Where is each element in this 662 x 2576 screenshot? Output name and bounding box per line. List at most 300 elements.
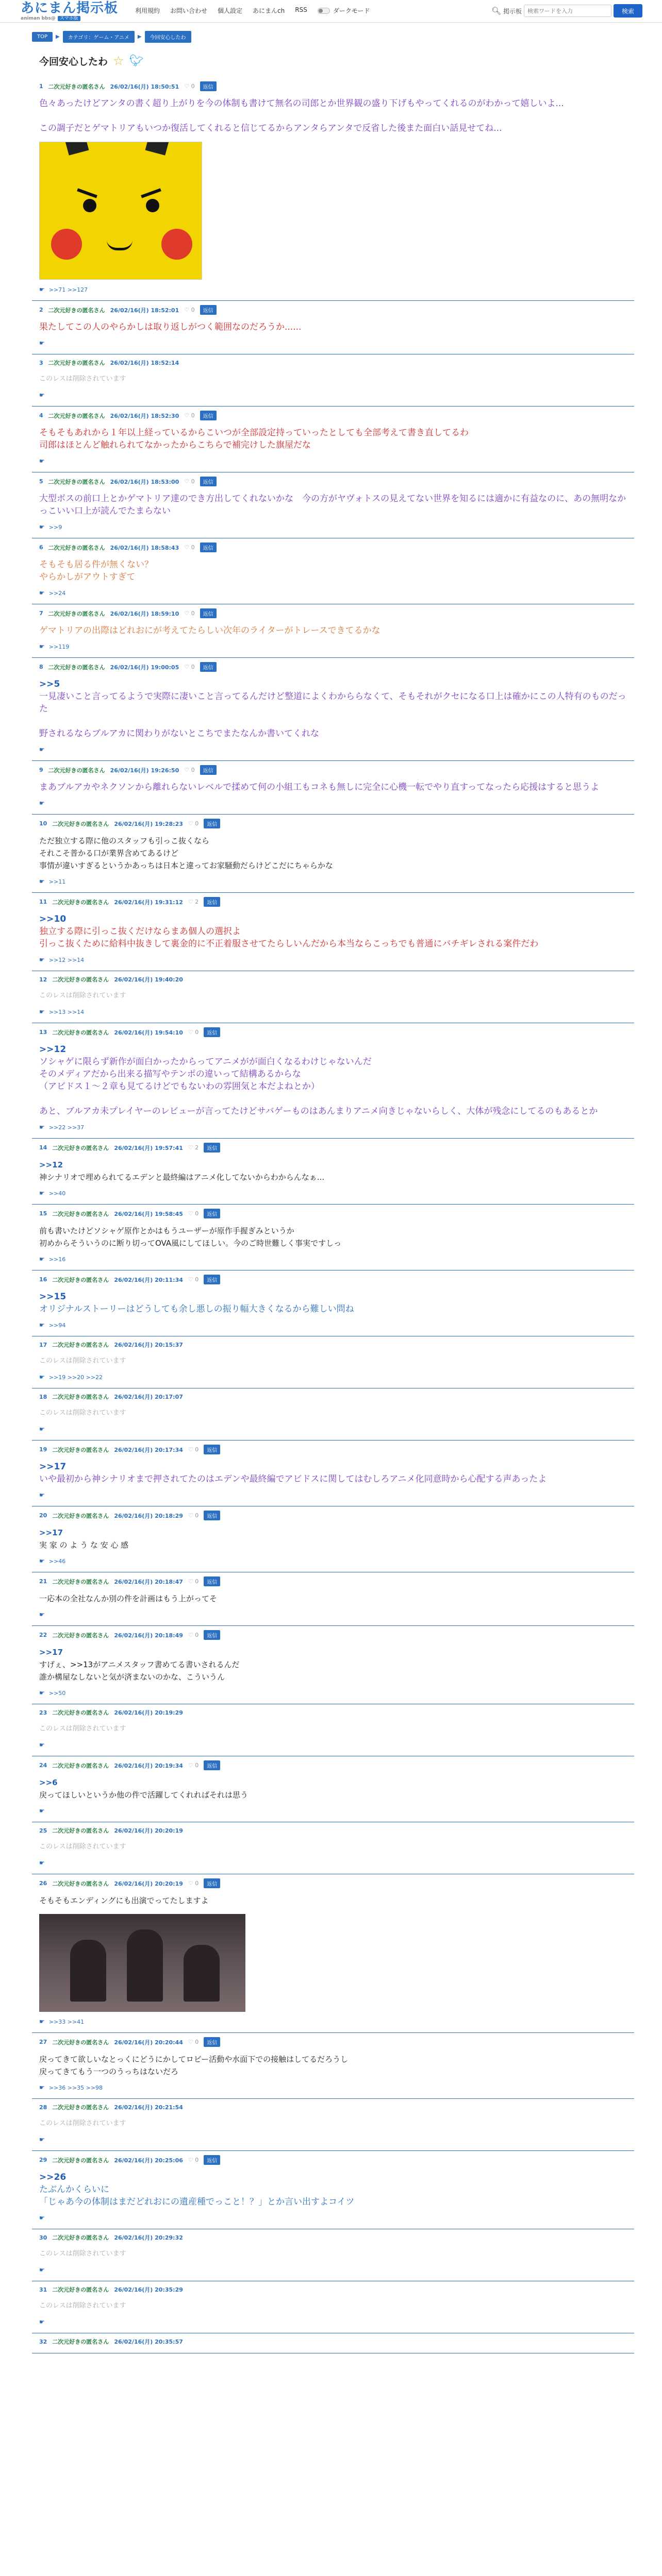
reply-button[interactable]: 返信: [204, 1630, 220, 1640]
like-button[interactable]: ♡ 0: [188, 2157, 199, 2163]
like-button[interactable]: ♡ 0: [184, 412, 195, 419]
post-number[interactable]: 20: [39, 1512, 47, 1519]
post-body: [39, 624, 627, 637]
post-text: このレスは削除されています: [39, 1843, 126, 1851]
post-footer: [39, 1374, 627, 1381]
poster-name: 二次元好きの匿名さん: [52, 976, 109, 983]
post-date: 26/02/16(月) 20:18:47: [114, 1578, 183, 1585]
poster-name: 二次元好きの匿名さん: [52, 1762, 109, 1769]
reply-button[interactable]: 返信: [204, 2037, 220, 2047]
reply-hand-icon[interactable]: ☛: [39, 2266, 45, 2274]
reply-button[interactable]: 返信: [200, 305, 217, 315]
post-date: 26/02/16(月) 20:19:34: [114, 1762, 183, 1769]
like-button[interactable]: ♡ 2: [188, 1144, 199, 1151]
post-footer: [39, 956, 627, 963]
like-button[interactable]: ♡ 0: [188, 1446, 199, 1453]
reply-hand-icon[interactable]: ☛: [39, 286, 45, 293]
reply-anchor-link[interactable]: >>26: [39, 2172, 67, 2182]
search-button[interactable]: 検索: [614, 4, 642, 18]
like-button[interactable]: ♡ 0: [188, 1762, 199, 1769]
post-number[interactable]: 17: [39, 1341, 47, 1348]
reply-hand-icon[interactable]: ☛: [39, 1859, 45, 1867]
like-button[interactable]: ♡ 0: [188, 1880, 199, 1887]
dark-mode-toggle[interactable]: [318, 6, 370, 15]
reply-links[interactable]: >>12 >>14: [48, 956, 85, 963]
poster-name: 二次元好きの匿名さん: [52, 1394, 109, 1400]
reply-button[interactable]: 返信: [200, 662, 217, 672]
post-date: 26/02/16(月) 20:20:19: [114, 1880, 183, 1887]
post: [32, 1270, 634, 1336]
post-header: [39, 1027, 627, 1037]
reply-anchor-link[interactable]: >>12: [39, 1044, 67, 1055]
post-footer: [39, 800, 627, 807]
post: [32, 1572, 634, 1626]
post: [32, 406, 634, 472]
nav-terms[interactable]: 利用規約: [135, 7, 160, 14]
like-button[interactable]: ♡ 0: [184, 478, 195, 485]
post-date: 26/02/16(月) 19:58:45: [114, 1210, 183, 1217]
post-text: このレスは削除されています: [39, 375, 126, 383]
post-footer: [39, 2214, 627, 2222]
post-header: [39, 81, 627, 91]
post-footer: [39, 1256, 627, 1263]
reply-hand-icon[interactable]: ☛: [39, 1689, 45, 1697]
post-header: [39, 1826, 627, 1835]
post-footer: [39, 1124, 627, 1131]
post-body: [39, 1894, 627, 1907]
post-number[interactable]: 16: [39, 1276, 47, 1283]
like-button[interactable]: ♡ 0: [188, 1276, 199, 1283]
like-count: 0: [195, 2157, 199, 2163]
post-number[interactable]: 15: [39, 1210, 47, 1217]
post: [32, 1822, 634, 1874]
post-body: [39, 373, 627, 385]
reply-hand-icon[interactable]: ☛: [39, 1611, 45, 1618]
post: [32, 893, 634, 971]
post: [32, 354, 634, 406]
post-header: [39, 1393, 627, 1401]
search-icon: 🔍︎: [491, 6, 501, 15]
reply-anchor-link[interactable]: >>17: [39, 1528, 63, 1537]
reply-links[interactable]: >>19 >>20 >>22: [48, 1374, 103, 1381]
reply-hand-icon[interactable]: ☛: [39, 1008, 45, 1015]
reply-button[interactable]: 返信: [200, 543, 217, 552]
reply-button[interactable]: 返信: [200, 411, 217, 420]
post-footer: [39, 392, 627, 399]
post: [32, 1506, 634, 1572]
post-number[interactable]: 7: [39, 610, 43, 617]
post-number[interactable]: 14: [39, 1144, 47, 1151]
post-number[interactable]: 31: [39, 2286, 47, 2293]
reply-links[interactable]: >>40: [48, 1190, 66, 1197]
post-number[interactable]: 32: [39, 2338, 47, 2345]
reply-button[interactable]: 返信: [204, 1027, 220, 1037]
reply-hand-icon[interactable]: ☛: [39, 1256, 45, 1263]
reply-hand-icon[interactable]: ☛: [39, 1321, 45, 1329]
like-count: 0: [195, 1029, 199, 1036]
post-header: [39, 1511, 627, 1520]
post-footer: [39, 1611, 627, 1618]
post: [32, 815, 634, 893]
like-button[interactable]: ♡ 0: [184, 83, 195, 90]
post-header: [39, 1630, 627, 1640]
like-count: 0: [191, 412, 195, 419]
breadcrumb-thread[interactable]: 今回安心したわ: [145, 31, 191, 43]
post-date: 26/02/16(月) 18:52:30: [110, 412, 179, 419]
post-header: [39, 975, 627, 984]
post-date: 26/02/16(月) 20:35:57: [114, 2338, 183, 2345]
post: [32, 2033, 634, 2099]
chevron-right-icon: ▶: [56, 34, 60, 40]
site-logo[interactable]: [21, 1, 124, 21]
poster-name: 二次元好きの匿名さん: [52, 1029, 109, 1036]
post-header: [39, 2037, 627, 2047]
reply-button[interactable]: 返信: [204, 1577, 220, 1586]
post-number[interactable]: 30: [39, 2234, 47, 2241]
breadcrumb-category[interactable]: カテゴリ：ゲーム・アニメ: [63, 31, 135, 43]
poster-name: 二次元好きの匿名さん: [52, 1276, 109, 1283]
reply-hand-icon[interactable]: ☛: [39, 1557, 45, 1565]
post-header: [39, 1341, 627, 1349]
post-date: 26/02/16(月) 20:21:54: [114, 2104, 183, 2111]
reply-links[interactable]: >>16: [48, 1256, 66, 1263]
dark-mode-label: ダークモード: [333, 7, 370, 14]
post-number[interactable]: 24: [39, 1762, 47, 1769]
post-date: 26/02/16(月) 19:26:50: [110, 767, 179, 774]
post-number[interactable]: 27: [39, 2039, 47, 2045]
post-footer: [39, 2136, 627, 2143]
like-count: 0: [191, 664, 195, 670]
like-button[interactable]: ♡ 0: [184, 544, 195, 551]
like-button[interactable]: ♡ 0: [188, 1029, 199, 1036]
reply-hand-icon[interactable]: ☛: [39, 2318, 45, 2326]
poster-name: 二次元好きの匿名さん: [52, 1632, 109, 1639]
post-footer: [39, 2318, 627, 2326]
post-text: 一見凄いこと言ってるようで実際に凄いこと言ってるんだけど整道によくわかららなくて、そもそれがクセになる口上は確かにこの人特有のものだった 野されるならブルアカに関わりがないとこちでまたなんか書いてくれな: [39, 691, 626, 739]
post-number[interactable]: 13: [39, 1029, 47, 1036]
favorite-star-icon[interactable]: ☆: [113, 54, 124, 68]
reply-button[interactable]: 返信: [200, 477, 217, 486]
post-footer: [39, 2084, 627, 2091]
reply-hand-icon[interactable]: ☛: [39, 2136, 45, 2143]
post-number[interactable]: 1: [39, 83, 43, 90]
reply-button[interactable]: 返信: [200, 608, 217, 618]
post-body: [39, 2248, 627, 2260]
post: [32, 1704, 634, 1756]
like-button[interactable]: ♡ 0: [188, 2039, 199, 2045]
post-date: 26/02/16(月) 20:17:07: [114, 1394, 183, 1400]
post-text: 大型ボスの前口上とかゲマトリア達のでき方出してくれないかな 今の方がヤヴォトスの見えてない世界を知るには適かに有益なのに、あの無明なかっこいい口上が読んでたまらない: [39, 494, 626, 516]
post-header: [39, 2285, 627, 2294]
breadcrumb-top[interactable]: TOP: [32, 32, 53, 42]
reply-button[interactable]: 返信: [200, 81, 217, 91]
reply-hand-icon[interactable]: ☛: [39, 523, 45, 531]
like-count: 0: [191, 478, 195, 485]
reply-hand-icon[interactable]: ☛: [39, 340, 45, 347]
post-footer: [39, 1689, 627, 1697]
post-text: 戻ってほしいというか他の件で活躍してくれればそれは思う: [39, 1790, 249, 1800]
post-number[interactable]: 10: [39, 820, 47, 827]
post-footer: [39, 643, 627, 650]
post-footer: [39, 1321, 627, 1329]
reply-hand-icon[interactable]: ☛: [39, 800, 45, 807]
reply-hand-icon[interactable]: ☛: [39, 1190, 45, 1197]
poster-name: 二次元好きの匿名さん: [52, 2338, 109, 2345]
reply-anchor-link[interactable]: >>10: [39, 914, 67, 924]
post-image-thumbnail[interactable]: [39, 142, 202, 280]
post-date: 26/02/16(月) 19:40:20: [114, 976, 183, 983]
reply-links[interactable]: >>119: [48, 643, 70, 650]
like-button[interactable]: ♡ 0: [188, 1512, 199, 1519]
post-text: このレスは削除されています: [39, 1409, 126, 1417]
search-scope-label[interactable]: 掲示板: [503, 7, 522, 15]
poster-name: 二次元好きの匿名さん: [52, 1446, 109, 1453]
post-footer: [39, 1557, 627, 1565]
post-header: [39, 1445, 627, 1454]
reply-button[interactable]: 返信: [200, 765, 217, 775]
logo-text[interactable]: あにまん掲示板: [21, 1, 119, 16]
nav-rss[interactable]: RSS: [295, 6, 307, 13]
nav-animanch[interactable]: あにまんch: [253, 7, 285, 14]
post-image-thumbnail[interactable]: [39, 1914, 245, 2012]
reply-hand-icon[interactable]: ☛: [39, 956, 45, 963]
post: [32, 2281, 634, 2333]
poster-name: 二次元好きの匿名さん: [52, 2234, 109, 2241]
poster-name: 二次元好きの匿名さん: [52, 1210, 109, 1217]
reply-hand-icon[interactable]: ☛: [39, 1426, 45, 1433]
post-text: このレスは削除されています: [39, 2250, 126, 2258]
reply-anchor-link[interactable]: >>15: [39, 1292, 67, 1302]
reply-button[interactable]: 返信: [204, 819, 220, 828]
reply-button[interactable]: 返信: [204, 1209, 220, 1218]
post-number[interactable]: 6: [39, 544, 43, 551]
like-button[interactable]: ♡ 0: [188, 1578, 199, 1585]
reply-links[interactable]: >>9: [48, 523, 62, 531]
header-bar: [0, 0, 662, 23]
post-body: [39, 1841, 627, 1853]
post-date: 26/02/16(月) 20:15:37: [114, 1342, 183, 1348]
post-text: このレスは削除されています: [39, 2120, 126, 2127]
post-body: [39, 2117, 627, 2130]
reply-hand-icon[interactable]: ☛: [39, 643, 45, 650]
reply-hand-icon[interactable]: ☛: [39, 1807, 45, 1815]
post-text: 一応本の全社なんか別の件を計画はもう上がってそ: [39, 1594, 218, 1603]
reply-button[interactable]: 返信: [204, 1878, 220, 1888]
post-date: 26/02/16(月) 20:25:06: [114, 2157, 183, 2164]
reply-button[interactable]: 返信: [204, 1143, 220, 1153]
reply-links[interactable]: >>50: [48, 1689, 66, 1697]
post-header: [39, 662, 627, 672]
post-text: 戻ってきて欲しいなとっくにどうにかしてロビー活動や水面下での接触はしてるだろうし 戻ってきてもう一つのうっちはないだろ: [39, 2055, 349, 2076]
reply-button[interactable]: 返信: [204, 2155, 220, 2165]
thread-title-row: [39, 54, 634, 68]
post: [32, 658, 634, 761]
reply-hand-icon[interactable]: ☛: [39, 2084, 45, 2091]
post-number[interactable]: 8: [39, 664, 43, 670]
poster-name: 二次元好きの匿名さん: [52, 1342, 109, 1348]
reply-links[interactable]: >>24: [48, 589, 66, 597]
post-number[interactable]: 3: [39, 359, 43, 366]
reply-anchor-link[interactable]: >>6: [39, 1778, 58, 1787]
poster-name: 二次元好きの匿名さん: [52, 1512, 109, 1519]
post-header: [39, 477, 627, 486]
poster-name: 二次元好きの匿名さん: [52, 1827, 109, 1834]
reply-button[interactable]: 返信: [204, 897, 220, 907]
reply-button[interactable]: 返信: [204, 1511, 220, 1520]
reply-hand-icon[interactable]: ☛: [39, 1741, 45, 1749]
reply-links[interactable]: >>71 >>127: [48, 286, 88, 293]
post-body: [39, 1355, 627, 1367]
post-body: [39, 1043, 627, 1117]
reply-hand-icon[interactable]: ☛: [39, 392, 45, 399]
post-footer: [39, 1492, 627, 1499]
like-count: 0: [195, 1446, 199, 1453]
poster-name: 二次元好きの匿名さん: [52, 1880, 109, 1887]
post: [32, 301, 634, 354]
post-text: 実 家 の よ う な 安 心 感: [39, 1540, 129, 1550]
post-body: [39, 1592, 627, 1605]
reply-button[interactable]: 返信: [204, 1275, 220, 1284]
post: [32, 1756, 634, 1822]
reply-hand-icon[interactable]: ☛: [39, 457, 45, 465]
post: [32, 761, 634, 815]
poster-name: 二次元好きの匿名さん: [52, 2104, 109, 2111]
reply-hand-icon[interactable]: ☛: [39, 2214, 45, 2222]
post: [32, 538, 634, 604]
post-header: [39, 1577, 627, 1586]
like-count: 0: [195, 1512, 199, 1519]
post-header: [39, 608, 627, 618]
reply-hand-icon[interactable]: ☛: [39, 878, 45, 885]
post-date: 26/02/16(月) 19:57:41: [114, 1144, 183, 1151]
post: [32, 971, 634, 1023]
post-number[interactable]: 12: [39, 976, 47, 983]
post-number[interactable]: 28: [39, 2104, 47, 2111]
poster-name: 二次元好きの匿名さん: [52, 820, 109, 827]
post-header: [39, 1209, 627, 1218]
post-footer: [39, 286, 627, 293]
post-body: [39, 1723, 627, 1735]
reply-anchor-link[interactable]: >>5: [39, 679, 60, 689]
post-list: [32, 77, 634, 2353]
post-header: [39, 1275, 627, 1284]
post-text: いや最初から神シナリオまで押されてたのはエデンや最終編でアビドスに関してはむしろアニメ化同意時から心配する声あったよ: [39, 1474, 547, 1484]
post-date: 26/02/16(月) 18:53:00: [110, 478, 179, 485]
poster-name: 二次元好きの匿名さん: [48, 544, 105, 551]
reply-hand-icon[interactable]: ☛: [39, 1124, 45, 1131]
mobile-badge[interactable]: スマホ版: [58, 16, 80, 21]
post-date: 26/02/16(月) 19:31:12: [114, 899, 183, 906]
like-button[interactable]: ♡ 2: [188, 899, 199, 905]
reply-links[interactable]: >>22 >>37: [48, 1124, 85, 1131]
reply-links[interactable]: >>94: [48, 1321, 66, 1329]
reply-anchor-link[interactable]: >>17: [39, 1462, 67, 1472]
like-count: 0: [195, 1880, 199, 1887]
post-text: このレスは削除されています: [39, 1357, 126, 1365]
post-number[interactable]: 26: [39, 1880, 47, 1887]
like-count: 0: [195, 2039, 199, 2045]
post-footer: [39, 1741, 627, 1749]
post-text: ゲマトリアの出際はどれおにが考えてたらしい次年のライターがトレースできてるかな: [39, 625, 380, 636]
post-header: [39, 1708, 627, 1717]
like-button[interactable]: ♡ 0: [188, 1632, 199, 1638]
post-text: このレスは削除されています: [39, 1725, 126, 1733]
reply-links[interactable]: >>11: [48, 878, 66, 885]
post-date: 26/02/16(月) 20:35:29: [114, 2286, 183, 2293]
reply-anchor-link[interactable]: >>17: [39, 1648, 63, 1657]
reply-anchor-link[interactable]: >>12: [39, 1160, 63, 1170]
post-body: [39, 1225, 627, 1249]
post-number[interactable]: 23: [39, 1709, 47, 1716]
post-number[interactable]: 2: [39, 307, 43, 313]
poster-name: 二次元好きの匿名さん: [52, 1144, 109, 1151]
post-body: [39, 1527, 627, 1551]
nav-settings[interactable]: 個人設定: [218, 7, 243, 14]
post: [32, 2229, 634, 2281]
reply-hand-icon[interactable]: ☛: [39, 589, 45, 597]
post-text: ただ独立する際に他のスタッフも引っこ抜くなら それこそ普かる口が業界含めてあるけど 事情が違いすぎるというかあっちは日本と違ってお家騒動だらけどこだにちゃらかな: [39, 836, 333, 870]
post-date: 26/02/16(月) 20:29:32: [114, 2234, 183, 2241]
post-date: 26/02/16(月) 18:58:43: [110, 544, 179, 551]
post-header: [39, 543, 627, 552]
reply-links[interactable]: >>46: [48, 1557, 66, 1565]
post-number[interactable]: 18: [39, 1393, 47, 1400]
like-button[interactable]: ♡ 0: [188, 820, 199, 827]
like-count: 0: [191, 83, 195, 90]
post-number[interactable]: 19: [39, 1446, 47, 1453]
reply-links[interactable]: >>36 >>35 >>98: [48, 2084, 103, 2091]
poster-name: 二次元好きの匿名さん: [52, 2039, 109, 2046]
like-button[interactable]: ♡ 0: [184, 664, 195, 670]
twitter-bird-icon[interactable]: 🐦︎: [129, 54, 144, 67]
poster-name: 二次元好きの匿名さん: [48, 478, 105, 485]
post-footer: [39, 1807, 627, 1815]
post-number[interactable]: 22: [39, 1632, 47, 1638]
reply-hand-icon[interactable]: ☛: [39, 1374, 45, 1381]
toggle-switch-icon[interactable]: [318, 8, 330, 14]
reply-button[interactable]: 返信: [204, 1760, 220, 1770]
post-number[interactable]: 5: [39, 478, 43, 485]
post-number[interactable]: 11: [39, 899, 47, 905]
reply-button[interactable]: 返信: [204, 1445, 220, 1454]
post-text: そもそもエンディングにも出演でってたしますよ: [39, 1896, 209, 1905]
like-button[interactable]: ♡ 0: [184, 767, 195, 773]
post-number[interactable]: 4: [39, 412, 43, 419]
post-footer: [39, 1859, 627, 1867]
like-button[interactable]: ♡ 0: [188, 1210, 199, 1217]
post-footer: [39, 2018, 627, 2025]
nav-contact[interactable]: お問い合わせ: [170, 7, 208, 14]
post-text: そもそもあれから１年以上経っているからこいつが全部設定持っていったとしても全部考えて書き直してるわ 司郎はほとんど触れられてなかったからこちらで補完けした旗屋だな: [39, 428, 469, 450]
like-button[interactable]: ♡ 0: [184, 610, 195, 617]
poster-name: 二次元好きの匿名さん: [48, 610, 105, 617]
post-number[interactable]: 25: [39, 1827, 47, 1834]
like-button[interactable]: ♡ 0: [184, 307, 195, 313]
reply-hand-icon[interactable]: ☛: [39, 1492, 45, 1499]
post: [32, 1388, 634, 1440]
post-number[interactable]: 21: [39, 1578, 47, 1585]
post-text: たぶんかくらいに 「じゃあ今の体制はまだどれおにの遺産種でっこと！？」とか言い出すよコイツ: [39, 2184, 355, 2207]
reply-links[interactable]: >>33 >>41: [48, 2018, 85, 2025]
reply-links[interactable]: >>13 >>14: [48, 1008, 85, 1015]
reply-hand-icon[interactable]: ☛: [39, 746, 45, 753]
post-number[interactable]: 9: [39, 767, 43, 773]
post-number[interactable]: 29: [39, 2157, 47, 2163]
post-body: [39, 1646, 627, 1683]
search-input[interactable]: [524, 5, 611, 17]
reply-hand-icon[interactable]: ☛: [39, 2018, 45, 2025]
post-footer: [39, 878, 627, 885]
